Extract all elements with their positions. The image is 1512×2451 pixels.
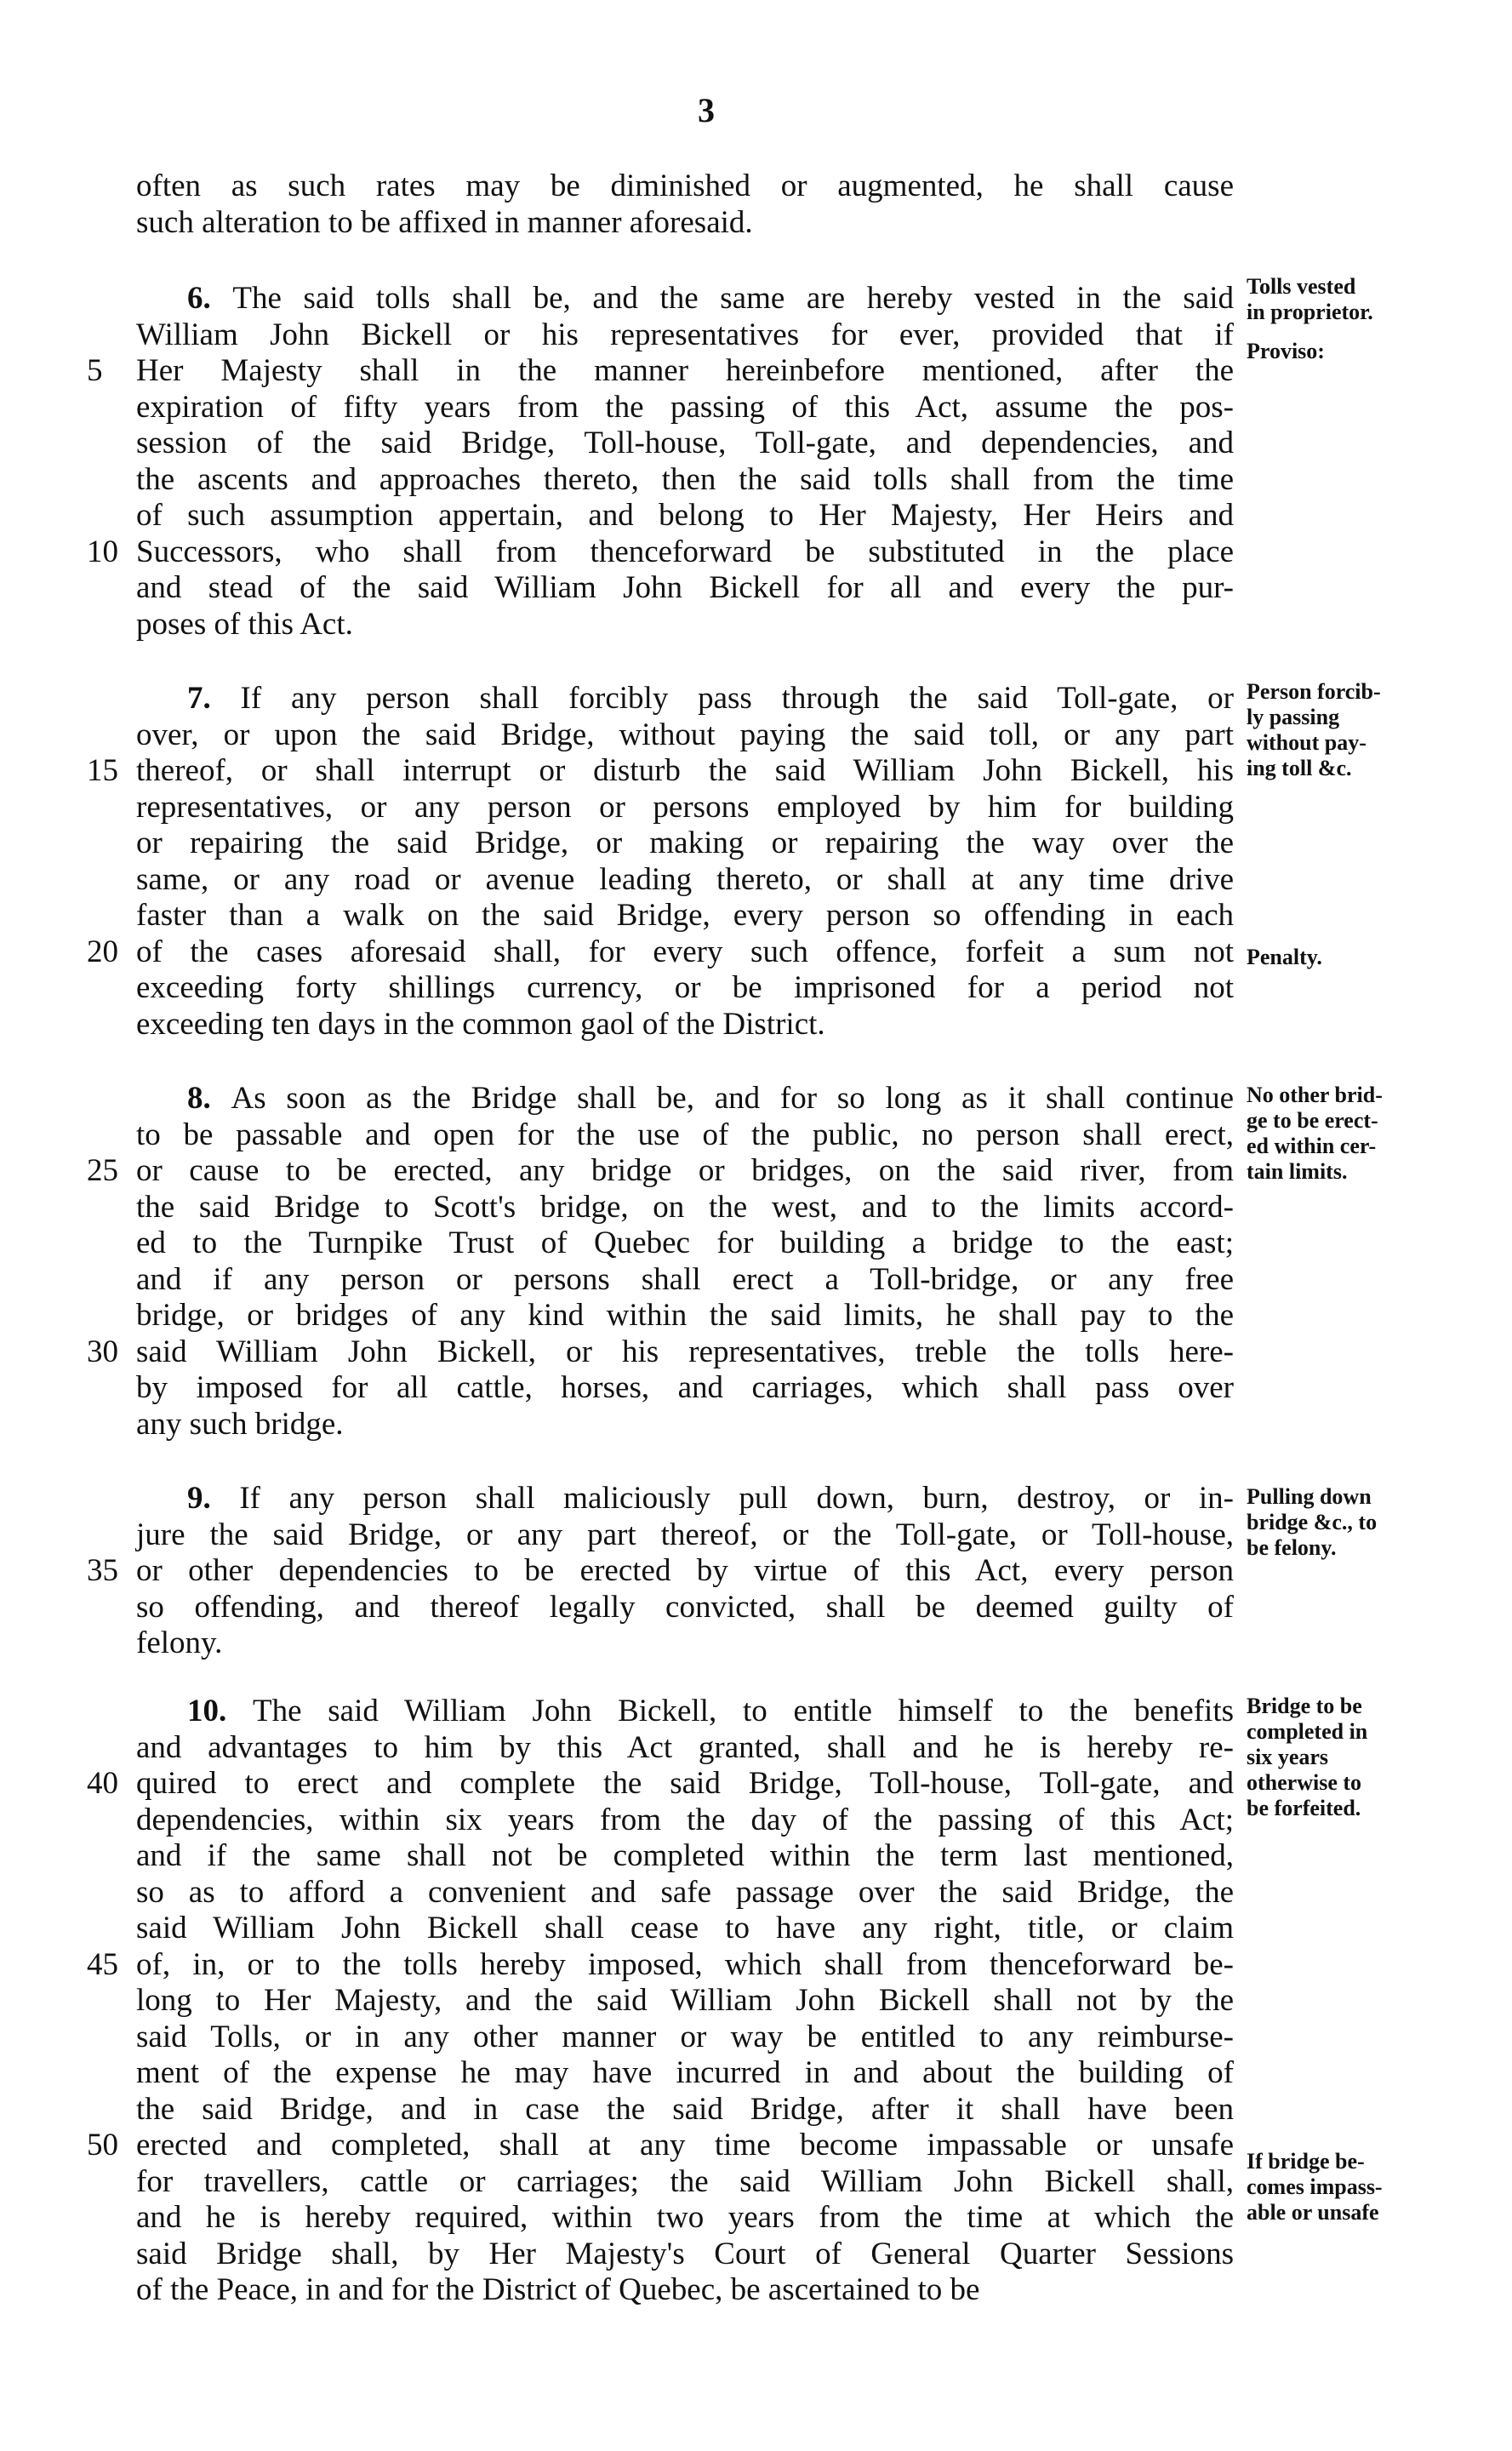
- line-number: 50: [87, 2128, 118, 2162]
- text-line: and stead of the said William John Bickell for all and every the pur-: [136, 570, 1234, 605]
- margin-note-line: Pulling down: [1247, 1484, 1372, 1509]
- text-line: erected and completed, shall at any time become impassable or unsafe 50: [87, 2128, 1234, 2162]
- text-line: thereof, or shall interrupt or disturb the said William John Bickell, his 15: [87, 753, 1234, 788]
- margin-note-line: bridge &c., to: [1247, 1510, 1378, 1534]
- text-line: of, in, or to the tolls hereby imposed, which shall from thenceforward be- 45: [87, 1946, 1234, 1982]
- text-line: exceeding ten days in the common gaol of the District.: [136, 1006, 825, 1042]
- text-line: same, or any road or avenue leading thereto, or shall at any time drive: [136, 861, 1234, 897]
- section-number: 8.: [187, 1081, 231, 1116]
- text-line: to be passable and open for the use of the public, no person shall erect,: [136, 1117, 1234, 1152]
- margin-note-line: Bridge to be: [1247, 1694, 1362, 1718]
- text-line: dependencies, within six years from the day of the passing of this Act;: [136, 1802, 1234, 1837]
- margin-note-line: comes impass-: [1247, 2174, 1383, 2199]
- text-line: [187, 1081, 1234, 1117]
- text-line: of the cases aforesaid shall, for every such offence, forfeit a sum not 20: [87, 934, 1234, 969]
- text-line: felony.: [136, 1625, 223, 1660]
- text-line: so as to afford a convenient and safe passage over the said Bridge, the: [136, 1874, 1234, 1910]
- line-number: 20: [87, 934, 118, 969]
- text-line: the said Bridge to Scott's bridge, on the west, and to the limits accord-: [136, 1189, 1234, 1225]
- line-text: As soon as the Bridge shall be, and for so long as it shall continue: [231, 1081, 1235, 1116]
- text-line: over, or upon the said Bridge, without paying the said toll, or any part: [136, 717, 1234, 752]
- text-line: ment of the expense he may have incurred in and about the building of: [136, 2055, 1234, 2090]
- text-line: expiration of fifty years from the passing of this Act, assume the pos-: [136, 389, 1234, 425]
- text-line: or cause to be erected, any bridge or bridges, on the said river, from 25: [87, 1153, 1234, 1188]
- margin-note-line: Tolls vested: [1247, 274, 1356, 299]
- margin-note-line: six years: [1247, 1745, 1329, 1769]
- line-number: 30: [87, 1334, 118, 1369]
- margin-note-line: without pay-: [1247, 730, 1367, 755]
- text-line: any such bridge.: [136, 1406, 344, 1442]
- text-line: ed to the Turnpike Trust of Quebec for building a bridge to the east;: [136, 1226, 1234, 1260]
- margin-note-line: completed in: [1247, 1719, 1368, 1744]
- line-text: If any person shall forcibly pass through the said Toll-gate, or: [240, 681, 1235, 716]
- text-line: bridge, or bridges of any kind within the said limits, he shall pay to the: [136, 1298, 1234, 1333]
- text-line: said Tolls, or in any other manner or way be entitled to any reimburse-: [136, 2019, 1234, 2054]
- text-line: [187, 1481, 1234, 1517]
- text-line: of the Peace, in and for the District of Quebec, be ascertained to be: [136, 2272, 980, 2307]
- text-line: for travellers, cattle or carriages; the said William John Bickell shall,: [136, 2163, 1234, 2199]
- text-line: or other dependencies to be erected by virtue of this Act, every person 35: [87, 1553, 1234, 1588]
- margin-note-line: Person forcib-: [1247, 679, 1381, 704]
- line-number: 15: [87, 753, 118, 788]
- margin-note-line: in proprietor.: [1247, 300, 1373, 324]
- text-line: and if any person or persons shall erect a Toll-bridge, or any free: [136, 1261, 1234, 1297]
- text-line: long to Her Majesty, and the said William John Bickell shall not by the: [136, 1983, 1234, 2018]
- section-number: 7.: [187, 681, 241, 716]
- text-line: representatives, or any person or persons employed by him for building: [136, 789, 1234, 825]
- margin-note-line: otherwise to: [1247, 1770, 1362, 1795]
- text-line: [187, 681, 1234, 717]
- text-line: poses of this Act.: [136, 606, 353, 642]
- line-number: 40: [87, 1766, 118, 1801]
- margin-note-line: If bridge be-: [1247, 2149, 1365, 2174]
- text-line: faster than a walk on the said Bridge, every person so offending in each: [136, 898, 1234, 933]
- text-line: quired to erect and complete the said Bridge, Toll-house, Toll-gate, and 40: [87, 1766, 1234, 1801]
- line-number: 35: [87, 1553, 118, 1588]
- line-text: The said William John Bickell, to entitle himself to the benefits: [253, 1694, 1235, 1728]
- line-number: 25: [87, 1153, 118, 1188]
- text-line: said William John Bickell, or his representatives, treble the tolls here- 30: [87, 1334, 1234, 1369]
- margin-note-line: ge to be erect-: [1247, 1108, 1378, 1133]
- text-line: session of the said Bridge, Toll-house, Toll-gate, and dependencies, and: [136, 426, 1234, 460]
- margin-note-line: No other brid-: [1247, 1083, 1383, 1107]
- text-line: exceeding forty shillings currency, or be imprisoned for a period not: [136, 970, 1234, 1005]
- text-line: by imposed for all cattle, horses, and carriages, which shall pass over: [136, 1370, 1234, 1405]
- line-text: The said tolls shall be, and the same are hereby vested in the said: [232, 281, 1234, 316]
- text-line: the ascents and approaches thereto, then the said tolls shall from the time: [136, 461, 1234, 497]
- margin-note-line: be forfeited.: [1247, 1796, 1361, 1820]
- text-line: of such assumption appertain, and belong to Her Majesty, Her Heirs and: [136, 498, 1234, 533]
- margin-note-line: able or unsafe: [1247, 2200, 1379, 2225]
- text-line: and if the same shall not be completed within the term last mentioned,: [136, 1838, 1234, 1873]
- section-number: 9.: [187, 1481, 240, 1516]
- text-line: [187, 281, 1234, 317]
- line-number: 10: [87, 534, 118, 569]
- margin-note-line: be felony.: [1247, 1535, 1337, 1560]
- margin-note-line: Penalty.: [1247, 945, 1322, 969]
- text-line: such alteration to be affixed in manner aforesaid.: [136, 204, 753, 240]
- section-number: 10.: [187, 1694, 253, 1728]
- line-number: 5: [87, 353, 103, 388]
- text-line: William John Bickell or his representatives for ever, provided that if: [136, 317, 1234, 352]
- text-line: or repairing the said Bridge, or making or repairing the way over the: [136, 826, 1234, 860]
- margin-note-line: ed within cer-: [1247, 1134, 1377, 1158]
- text-line: jure the said Bridge, or any part thereof, or the Toll-gate, or Toll-house,: [136, 1517, 1234, 1552]
- text-line: Successors, who shall from thenceforward be substituted in the place 10: [87, 534, 1234, 569]
- text-line: the said Bridge, and in case the said Bridge, after it shall have been: [136, 2091, 1234, 2127]
- text-line: said William John Bickell shall cease to have any right, title, or claim: [136, 1911, 1234, 1945]
- text-line: said Bridge shall, by Her Majesty's Court of General Quarter Sessions: [136, 2236, 1234, 2271]
- text-line: and advantages to him by this Act granted, shall and he is hereby re-: [136, 1729, 1234, 1765]
- text-line: [187, 1694, 1234, 1729]
- line-number: 45: [87, 1946, 118, 1982]
- section-number: 6.: [187, 281, 233, 316]
- margin-note-line: ly passing: [1247, 705, 1340, 729]
- margin-note-line: tain limits.: [1247, 1159, 1348, 1184]
- text-line: so offending, and thereof legally convicted, shall be deemed guilty of: [136, 1589, 1234, 1625]
- margin-note-line: Proviso:: [1247, 339, 1325, 363]
- page-number: 3: [698, 91, 715, 129]
- margin-note-line: ing toll &c.: [1247, 756, 1352, 780]
- text-line: and he is hereby required, within two years from the time at which the: [136, 2200, 1234, 2235]
- line-text: If any person shall maliciously pull down, burn, destroy, or in-: [239, 1481, 1235, 1516]
- text-line: Her Majesty shall in the manner hereinbefore mentioned, after the 5: [87, 353, 1234, 388]
- text-line: often as such rates may be diminished or augmented, he shall cause: [136, 169, 1234, 203]
